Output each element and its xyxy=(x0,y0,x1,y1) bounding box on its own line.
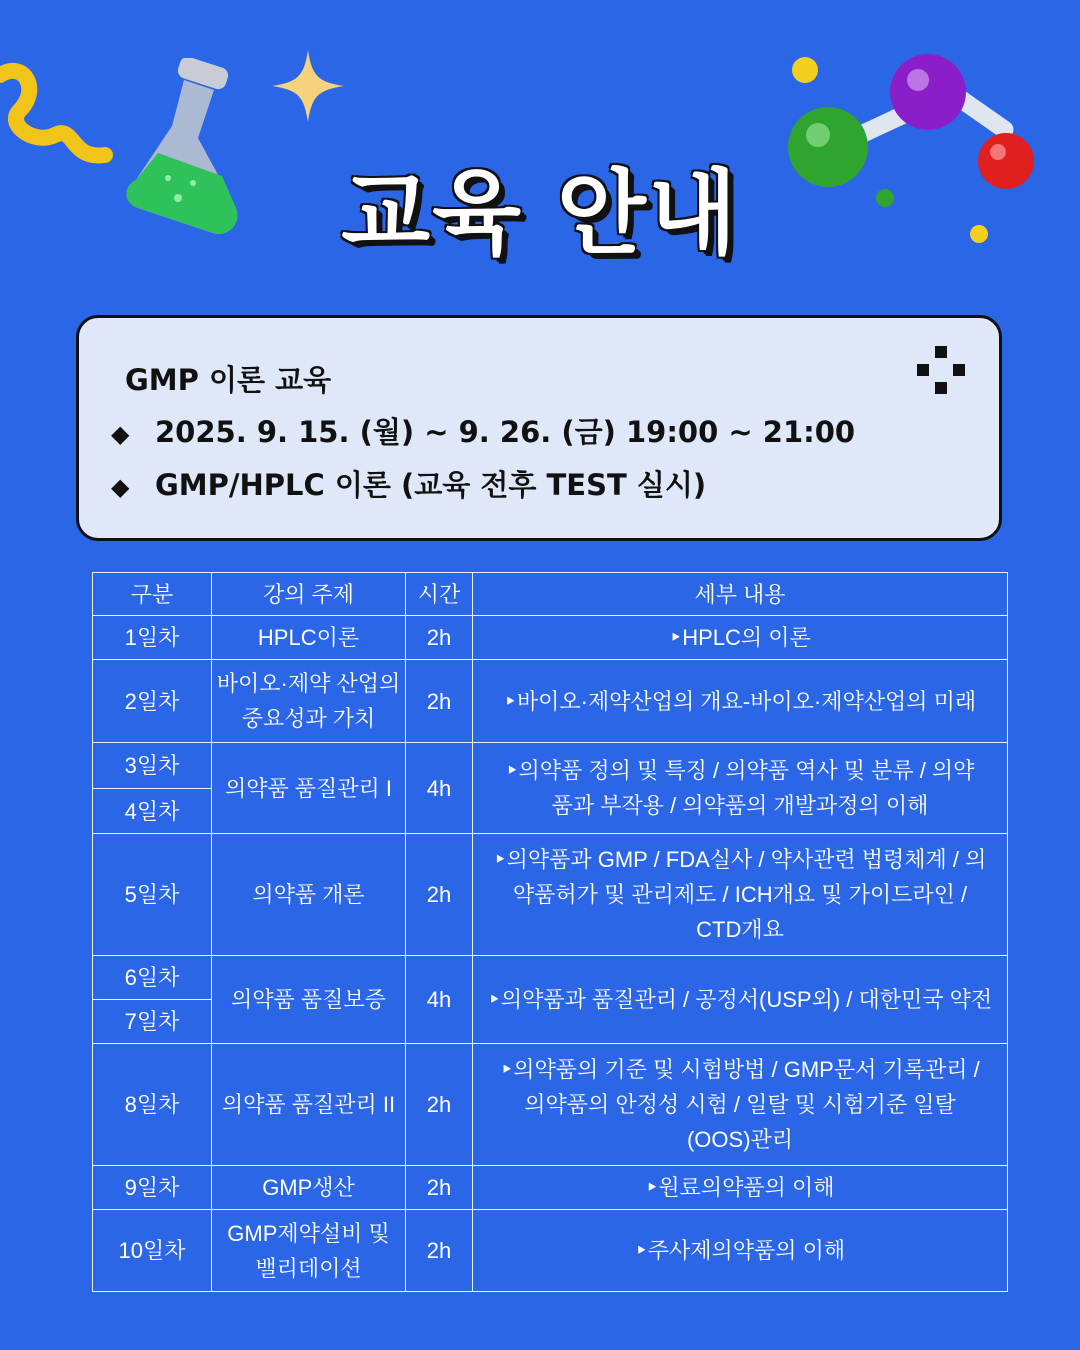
page-title: 교육 안내 xyxy=(341,160,739,267)
hours-cell: 2h xyxy=(406,616,473,660)
header-day: 구분 xyxy=(93,573,212,616)
table-header-row xyxy=(93,573,1008,616)
topic-cell: 의약품 품질보증 xyxy=(212,956,406,1044)
schedule-table xyxy=(92,572,1008,1292)
day-cell: 7일차 xyxy=(93,1000,212,1044)
info-card xyxy=(76,315,1002,541)
diamond-bullet-icon: ◆ xyxy=(111,420,130,448)
table-row xyxy=(93,616,1008,660)
topic-cell: GMP제약설비 및 밸리데이션 xyxy=(212,1210,406,1292)
day-cell: 3일차 xyxy=(93,743,212,789)
table-row xyxy=(93,834,1008,956)
day-cell: 5일차 xyxy=(93,834,212,956)
hours-cell: 2h xyxy=(406,834,473,956)
header-hours: 시간 xyxy=(406,573,473,616)
topic-line xyxy=(111,463,706,504)
star-icon xyxy=(270,48,346,124)
day-cell: 4일차 xyxy=(93,789,212,834)
sparkle-icon xyxy=(917,346,965,394)
schedule-line xyxy=(111,410,855,451)
day-cell: 8일차 xyxy=(93,1044,212,1166)
table-row xyxy=(93,743,1008,789)
topic-text: GMP/HPLC 이론 (교육 전후 TEST 실시) xyxy=(155,468,707,502)
detail-cell: ‣바이오·제약산업의 개요-바이오·제약산업의 미래 xyxy=(473,660,1008,743)
topic-cell: GMP생산 xyxy=(212,1166,406,1210)
topic-cell: 의약품 개론 xyxy=(212,834,406,956)
hours-cell: 4h xyxy=(406,956,473,1044)
table-row xyxy=(93,1166,1008,1210)
hours-cell: 2h xyxy=(406,1210,473,1292)
table-row xyxy=(93,1044,1008,1166)
detail-cell: ‣원료의약품의 이해 xyxy=(473,1166,1008,1210)
table-row xyxy=(93,956,1008,1000)
hours-cell: 2h xyxy=(406,1044,473,1166)
table-row xyxy=(93,1210,1008,1292)
day-cell: 6일차 xyxy=(93,956,212,1000)
detail-cell: ‣HPLC의 이론 xyxy=(473,616,1008,660)
detail-cell: ‣의약품 정의 및 특징 / 의약품 역사 및 분류 / 의약품과 부작용 / 의약품의 개발과정의 이해 xyxy=(473,743,1008,834)
detail-cell: ‣의약품과 품질관리 / 공정서(USP외) / 대한민국 약전 xyxy=(473,956,1008,1044)
detail-cell: ‣의약품의 기준 및 시험방법 / GMP문서 기록관리 / 의약품의 안정성 시험 / 일탈 및 시험기준 일탈(OOS)관리 xyxy=(473,1044,1008,1166)
schedule-text: 2025. 9. 15. (월) ~ 9. 26. (금) 19:00 ~ 21:00 xyxy=(155,415,856,449)
hours-cell: 2h xyxy=(406,1166,473,1210)
header-topic: 강의 주제 xyxy=(212,573,406,616)
detail-cell: ‣주사제의약품의 이해 xyxy=(473,1210,1008,1292)
day-cell: 1일차 xyxy=(93,616,212,660)
day-cell: 2일차 xyxy=(93,660,212,743)
day-cell: 9일차 xyxy=(93,1166,212,1210)
day-cell: 10일차 xyxy=(93,1210,212,1292)
topic-cell: 의약품 품질관리 II xyxy=(212,1044,406,1166)
hours-cell: 4h xyxy=(406,743,473,834)
topic-cell: 의약품 품질관리 I xyxy=(212,743,406,834)
hours-cell: 2h xyxy=(406,660,473,743)
topic-cell: HPLC이론 xyxy=(212,616,406,660)
course-name: GMP 이론 교육 xyxy=(125,363,332,397)
topic-cell: 바이오·제약 산업의 중요성과 가치 xyxy=(212,660,406,743)
diamond-bullet-icon: ◆ xyxy=(111,473,130,501)
header-detail: 세부 내용 xyxy=(473,573,1008,616)
detail-cell: ‣의약품과 GMP / FDA실사 / 약사관련 법령체계 / 의약품허가 및 관리제도 / ICH개요 및 가이드라인 / CTD개요 xyxy=(473,834,1008,956)
table-row xyxy=(93,660,1008,743)
